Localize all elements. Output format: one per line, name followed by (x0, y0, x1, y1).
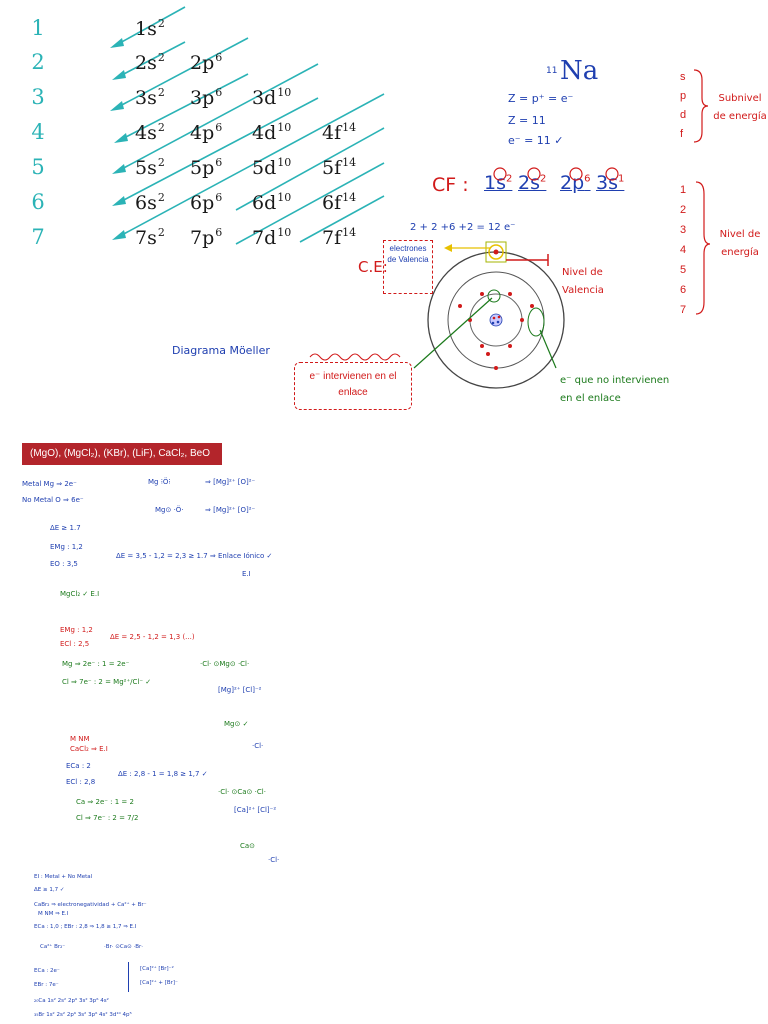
note-mgcl-ion: [Mg]²⁺ [Cl]⁻² (218, 686, 262, 694)
orbital: $7p^6$ (190, 226, 223, 249)
note-emg2: EMg : 1,2 (60, 626, 93, 634)
cf-3s: $3s^1$ (596, 172, 625, 194)
sodium-eq1: Z = p⁺ = e⁻ (508, 92, 574, 105)
orbital: $5p^6$ (190, 156, 223, 179)
note-eca: ECa : 2 (66, 762, 91, 770)
note-ca-e: Ca ⇒ 2e⁻ : 1 = 2 (76, 798, 134, 806)
separator-line (128, 962, 129, 992)
note-li12: ₃₅Br 1s² 2s² 2p⁶ 3s² 3p⁶ 4s² 3d¹⁰ 4p⁵ (34, 1012, 132, 1018)
lewis-mgo: Mg ⁝Ö⁝ (148, 478, 171, 486)
lewis-cl: ·Cl· (252, 742, 264, 750)
level-number: 3 (31, 85, 45, 109)
orbital: $5d^{10}$ (252, 156, 292, 179)
subnivel-text: Subnivel de energía (713, 93, 767, 122)
orbital: $5f^{14}$ (322, 156, 357, 179)
cf-circles (480, 166, 630, 196)
lewis-mgo-2: Mg⊙ ·Ö· (155, 506, 184, 514)
sodium-eq2: Z = 11 (508, 114, 546, 127)
note-mg-e: Mg ⇒ 2e⁻ : 1 = 2e⁻ (62, 660, 130, 668)
note-li1: EI : Metal + No Metal (34, 874, 93, 880)
compounds-banner: (MgO), (MgCl₂), (KBr), (LiF), CaCl₂, BeO (22, 443, 222, 465)
note-li11: ₂₀Ca 1s² 2s² 2p⁶ 3s² 3p⁶ 4s² (34, 998, 109, 1004)
sodium-z: 11 (546, 66, 558, 76)
lewis-cacl2: ·Cl· ⊙Ca⊙ ·Cl· (218, 788, 266, 796)
orbital: $7f^{14}$ (322, 226, 357, 249)
orbital: $6d^{10}$ (252, 191, 292, 214)
cf-1s: $1s^2$ (484, 172, 513, 194)
note-cl-e: Cl ⇒ 7e⁻ : 2 = Mg²⁺/Cl⁻ ✓ (62, 678, 152, 686)
subnivel-brace (690, 68, 710, 148)
note-cl-e2: Cl ⇒ 7e⁻ : 2 = 7/2 (76, 814, 139, 822)
note-li6: Ca²⁺ Br₂⁻ (40, 944, 66, 950)
note-li7: ECa : 2e⁻ (34, 968, 60, 974)
cf-label: CF : (432, 174, 469, 196)
note-li10: [Ca]²⁺ + [Br]⁻ (140, 980, 178, 986)
note-cacl-ion: [Ca]²⁺ [Cl]⁻² (234, 806, 277, 814)
e-intervienen-box: e⁻ intervienen en el enlace (294, 362, 412, 410)
level-number: 4 (31, 120, 45, 144)
level-number: 1 (31, 16, 45, 40)
note-de2: ΔE = 2,5 - 1,2 = 1,3 (...) (110, 633, 195, 641)
orbital: $2p^6$ (190, 51, 223, 74)
orbital: $4s^2$ (135, 121, 165, 144)
cf-2p: $2p^6$ (560, 172, 591, 194)
lewis-mgcl2: ·Cl· ⊙Mg⊙ ·Cl· (200, 660, 250, 668)
note-nometal: No Metal O ⇒ 6e⁻ (22, 496, 84, 504)
lewis-mg-ring: Mg⊙ ✓ (224, 720, 249, 728)
note-eo: EO : 3,5 (50, 560, 78, 568)
lewis-ca-ring: Ca⊙ (240, 842, 256, 850)
note-li8: EBr : 7e⁻ (34, 982, 59, 988)
orbital: $3d^{10}$ (252, 86, 292, 109)
note-li4: M NM ⇒ E.I (38, 911, 69, 917)
nivel-valencia: Nivel de Valencia (562, 267, 604, 296)
note-mgo-b: ⇒ [Mg]²⁺ [O]²⁻ (205, 506, 256, 514)
sodium-symbol: Na (560, 56, 599, 86)
sodium-eq3: e⁻ = 11 ✓ (508, 134, 564, 147)
orbital: $6s^2$ (135, 191, 165, 214)
note-li3: CaBr₂ ⇒ electronegatividad + Ca²⁺ + Br⁻ (34, 902, 147, 908)
electron-sum: 2 + 2 +6 +2 = 12 e⁻ (410, 222, 516, 233)
level-number: 2 (31, 50, 45, 74)
note-ei: E.I (242, 570, 251, 578)
orbital: $4f^{14}$ (322, 121, 357, 144)
orbital: $3s^2$ (135, 86, 165, 109)
valence-electrons-box: electrones de Valencia (383, 240, 433, 294)
note-li9: [Ca]²⁺ [Br]⁻² (140, 966, 174, 972)
nivel-numbers: 1 2 3 4 5 6 7 (680, 184, 687, 316)
orbital: $6p^6$ (190, 191, 223, 214)
orbital: $4p^6$ (190, 121, 223, 144)
note-emg: EMg : 1,2 (50, 543, 83, 551)
cf-2s: $2s^2$ (518, 172, 547, 194)
note-de: ΔE ≥ 1.7 (50, 524, 81, 532)
note-metal: Metal Mg ⇒ 2e⁻ (22, 480, 77, 488)
note-de-calc: ΔE = 3,5 - 1,2 = 2,3 ≥ 1.7 ⇒ Enlace Iónico ✓ (116, 552, 273, 560)
orbital: $2s^2$ (135, 51, 165, 74)
level-number: 5 (31, 155, 45, 179)
orbital: $5s^2$ (135, 156, 165, 179)
lewis-cl-2: ·Cl· (268, 856, 280, 864)
note-li5: ECa : 1,0 ; EBr : 2,8 ⇒ 1,8 ≥ 1,7 ⇒ E.I (34, 924, 137, 930)
orbital: $7s^2$ (135, 226, 165, 249)
subnivel-letters: s p d f (680, 71, 687, 140)
nivel-brace (692, 180, 712, 320)
note-mnm: M NM (70, 735, 90, 743)
note-de3: ΔE : 2,8 - 1 = 1,8 ≥ 1,7 ✓ (118, 770, 208, 778)
orbital: $1s^2$ (135, 17, 165, 40)
e-no-intervienen: e⁻ que no intervienen en el enlace (560, 375, 670, 404)
orbital: $6f^{14}$ (322, 191, 357, 214)
note-li2: ΔE ≥ 1,7 ✓ (34, 887, 65, 893)
note-ecl2: ECl : 2,8 (66, 778, 96, 786)
note-mgo-a: ⇒ [Mg]²⁺ [O]²⁻ (205, 478, 256, 486)
level-number: 7 (31, 225, 45, 249)
aufbau-diagram (0, 0, 400, 260)
level-number: 6 (31, 190, 45, 214)
orbital: $3p^6$ (190, 86, 223, 109)
note-ecl: ECl : 2,5 (60, 640, 90, 648)
nivel-text: Nivel de energía (719, 229, 761, 258)
note-cacl2: CaCl₂ ⇒ E.I (70, 745, 108, 753)
orbital: $4d^{10}$ (252, 121, 292, 144)
ce-label: C.E: (358, 258, 388, 276)
lewis-cabr: ·Br· ⊙Ca⊙ ·Br· (104, 944, 143, 950)
orbital: $7d^{10}$ (252, 226, 292, 249)
note-mgcl2: MgCl₂ ✓ E.I (60, 590, 100, 598)
diagram-label: Diagrama Möeller (172, 344, 270, 357)
